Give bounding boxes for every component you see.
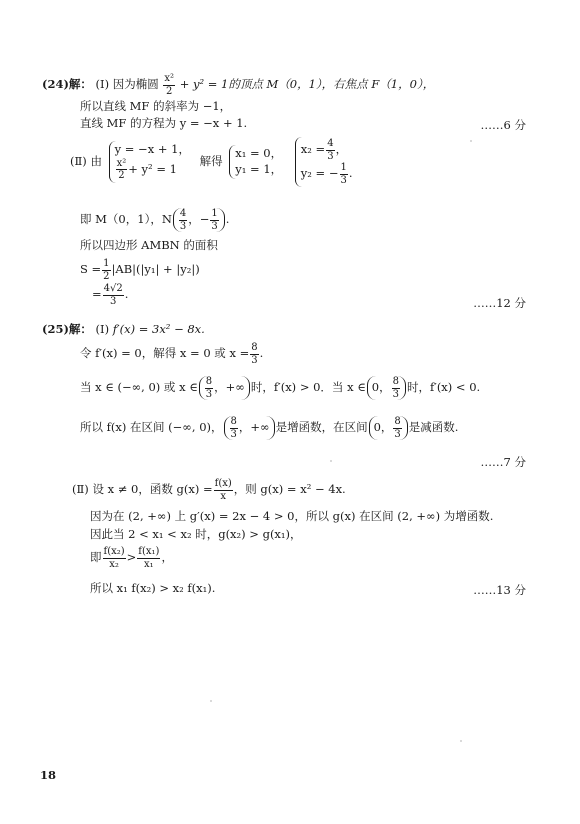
p24-system-line (70, 137, 359, 187)
p25-label: (25)解： (42, 322, 92, 336)
p25-line6: 因为在 (2, +∞) 上 g′(x) = 2x − 4 > 0，所以 g(x) 在区间 (2, +∞) 为增函数. (90, 509, 494, 523)
p25-part1-mark: (Ⅰ) (95, 322, 110, 336)
p24-area-text: 所以四边形 AMBN 的面积 (80, 238, 218, 252)
p25-line1 (42, 324, 205, 336)
p24-sys2-row2: y₁ = 1， (235, 162, 283, 176)
p25-score-2: ……13 分 (473, 583, 526, 597)
p25-interval-inc: $\frac{8}{3}$ ，+∞ (199, 376, 250, 400)
p24-score-1: ……6 分 (480, 118, 526, 132)
p24-line2: 所以直线 MF 的斜率为 −1， (80, 99, 232, 113)
p24-sys1-row2: $\frac{\text{x²}}{2}$ + y² = 1 (116, 157, 177, 182)
p24-score-2: ……12 分 (473, 296, 526, 310)
p24-ellipse-fraction: $\frac{\text{x²}}{2}$ (164, 73, 175, 97)
p24-point-n-coords: $\frac{4}{3}$ ，− $\frac{1}{3}$ (173, 208, 225, 232)
p25-interval-dec: 0， $\frac{8}{3}$ (367, 376, 406, 400)
p25-line5: (Ⅱ) 设 x ≠ 0，函数 g(x) = $\frac{f(x)}{x}$ ，则 g(x) = x² − 4x. (72, 478, 346, 502)
p25-part2-mark: (Ⅱ) (72, 482, 89, 496)
p25-line8: 即 $\frac{\text{f(x₂)}}{\text{x₂}}$ > $\frac{\text{f(x₁)}}{\text{x₁}}$ ， (90, 546, 173, 570)
scan-speck (460, 740, 462, 742)
p24-area-formula: S = $\frac{1}{2}$ |AB|(|y₁| + |y₂|) (80, 258, 200, 282)
p25-line7: 因此当 2 < x₁ < x₂ 时，g(x₂) > g(x₁)， (90, 527, 302, 541)
p24-system-3 (295, 137, 356, 187)
p25-line3: 当 x ∈ (−∞, 0) 或 x ∈ $\frac{8}{3}$ ，+∞ 时，f′(x) > 0．当 x ∈ 0， $\frac{8}{3}$ 时，f′(x) < 0. (80, 376, 481, 400)
p25-derivative: f′(x) = 3x² − 8x. (112, 322, 205, 336)
page-number: 18 (40, 768, 57, 782)
p24-part2-mark: (Ⅱ) (70, 154, 87, 168)
p24-line3: 直线 MF 的方程为 y = −x + 1. (80, 116, 248, 130)
p24-jiede: 解得 (199, 154, 223, 168)
p24-sys2-row1: x₁ = 0， (235, 146, 283, 161)
p24-l1-text: 因为椭圆 (112, 77, 159, 91)
p24-area-result: = $\frac{4√2}{3}$ . (92, 283, 129, 307)
scan-speck (470, 140, 472, 142)
p24-system-1 (109, 141, 193, 183)
p25-line2: 令 f′(x) = 0，解得 x = 0 或 x = $\frac{8}{3}$ . (80, 342, 264, 366)
p24-you: 由 (90, 154, 102, 168)
p24-line1 (42, 73, 434, 97)
p25-score-1: ……7 分 (480, 455, 526, 469)
p24-sys1-row1: y = −x + 1， (114, 142, 190, 157)
p25-interval-inc-2: $\frac{8}{3}$ ，+∞ (224, 416, 275, 440)
p25-interval-dec-2: 0， $\frac{8}{3}$ (369, 416, 408, 440)
p24-points-line: 即 M（0，1），N $\frac{4}{3}$ ，− $\frac{1}{3}$ . (80, 208, 230, 232)
p24-label: (24)解： (42, 77, 92, 91)
p25-line4: 所以 f(x) 在区间 (−∞, 0)， $\frac{8}{3}$ ，+∞ 是增函数，在区间 0， $\frac{8}{3}$ 是减函数. (80, 416, 459, 440)
p24-part1-mark: (Ⅰ) (95, 77, 110, 91)
p24-sys3-row1: x₂ = $\frac{4}{3}$ ， (300, 138, 348, 162)
p24-sys3-row2: y₂ = − $\frac{1}{3}$ . (300, 162, 353, 186)
p24-l1-tail: + y² = 1的顶点 M（0，1），右焦点 F（1，0）， (179, 77, 435, 91)
scan-speck (330, 460, 332, 462)
scan-speck (210, 700, 212, 702)
p25-line9: 所以 x₁ f(x₂) > x₂ f(x₁). (90, 581, 216, 595)
p24-system-2 (229, 145, 285, 178)
